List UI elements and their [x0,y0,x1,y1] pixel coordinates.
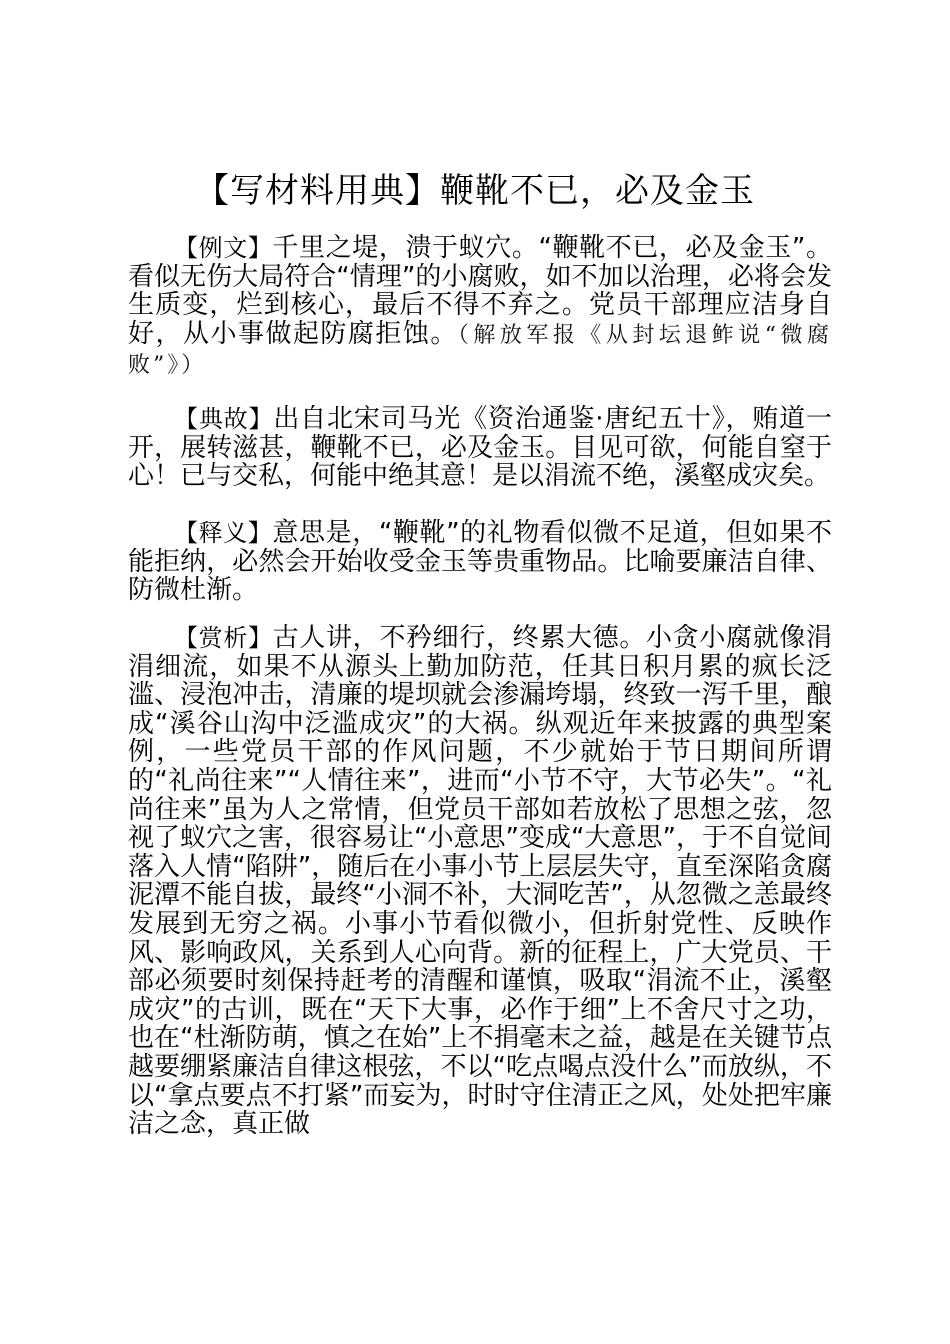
example-source: （解放军报《从封坛退鲊说“微腐败”》） [128,322,832,379]
origin-label: 【典故】 [174,405,274,433]
example-text: 千里之堤，溃于蚁穴。“鞭靴不已，必及金玉”。看似无伤大局符合“情理”的小腐败，如不加以治理，必将会发生质变，烂到核心，最后不得不弃之。党员干部理应洁身自好，从小事做起防腐拒蚀。 [128,233,833,349]
appreciation-label: 【赏析】 [174,624,273,652]
origin-section [128,405,832,491]
origin-text: 出自北宋司马光《资治通鉴·唐纪五十》，贿道一开，展转滋甚，鞭靴不已，必及金玉。目见可欲，何能自窒于心！已与交私，何能中绝其意！是以涓流不绝，溪壑成灾矣。 [128,404,833,492]
meaning-text: 意思是，“鞭靴”的礼物看似微不足道，但如果不能拒纳，必然会开始收受金玉等贵重物品。比喻要廉洁自律、防微杜渐。 [128,518,833,606]
document-title: 【写材料用典】鞭靴不已，必及金玉 [195,171,755,211]
example-section [128,234,832,381]
meaning-section [128,519,832,605]
appreciation-text: 古人讲，不矜细行，终累大德。小贪小腐就像涓涓细流，如果不从源头上勤加防范，任其日积月累的疯长泛滥、浸泡冲击，清廉的堤坝就会渗漏垮塌，终致一泻千里，酿成“溪谷山沟中泛滥成灾”的大祸。纵观近年来披露的典型案例，一些党员干部的作风问题，不少就始于节日期间所谓的“礼尚往来”“人情往来”，进而“小节不守，大节必失”。“礼尚往来”虽为人之常情，但党员干部如若放松了思想之弦，忽视了蚁穴之害，很容易让“小意思”变成“大意思”，于不自觉间落入人情“陷阱”，随后在小事小节上层层失守，直至深陷贪腐泥潭不能自拔，最终“小洞不补，大洞吃苦”，从忽微之恙最终发展到无穷之祸。小事小节看似微小，但折射党性、反映作风、影响政风，关系到人心向背。新的征程上，广大党员、干部必须要时刻保持赶考的清醒和谨慎，吸取“涓流不止，溪壑成灾”的古训，既在“天下大事，必作于细”上不舍尺寸之功，也在“杜渐防萌，慎之在始”上不捐毫末之益，越是在关键节点越要绷紧廉洁自律这根弦，不以“吃点喝点没什么”而放纵，不以“拿点要点不打紧”而妄为，时时守住清正之风，处处把牢廉洁之念，真正做 [128,623,832,1140]
example-label: 【例文】 [174,234,273,262]
meaning-label: 【释义】 [174,519,273,547]
appreciation-section [128,624,832,1139]
